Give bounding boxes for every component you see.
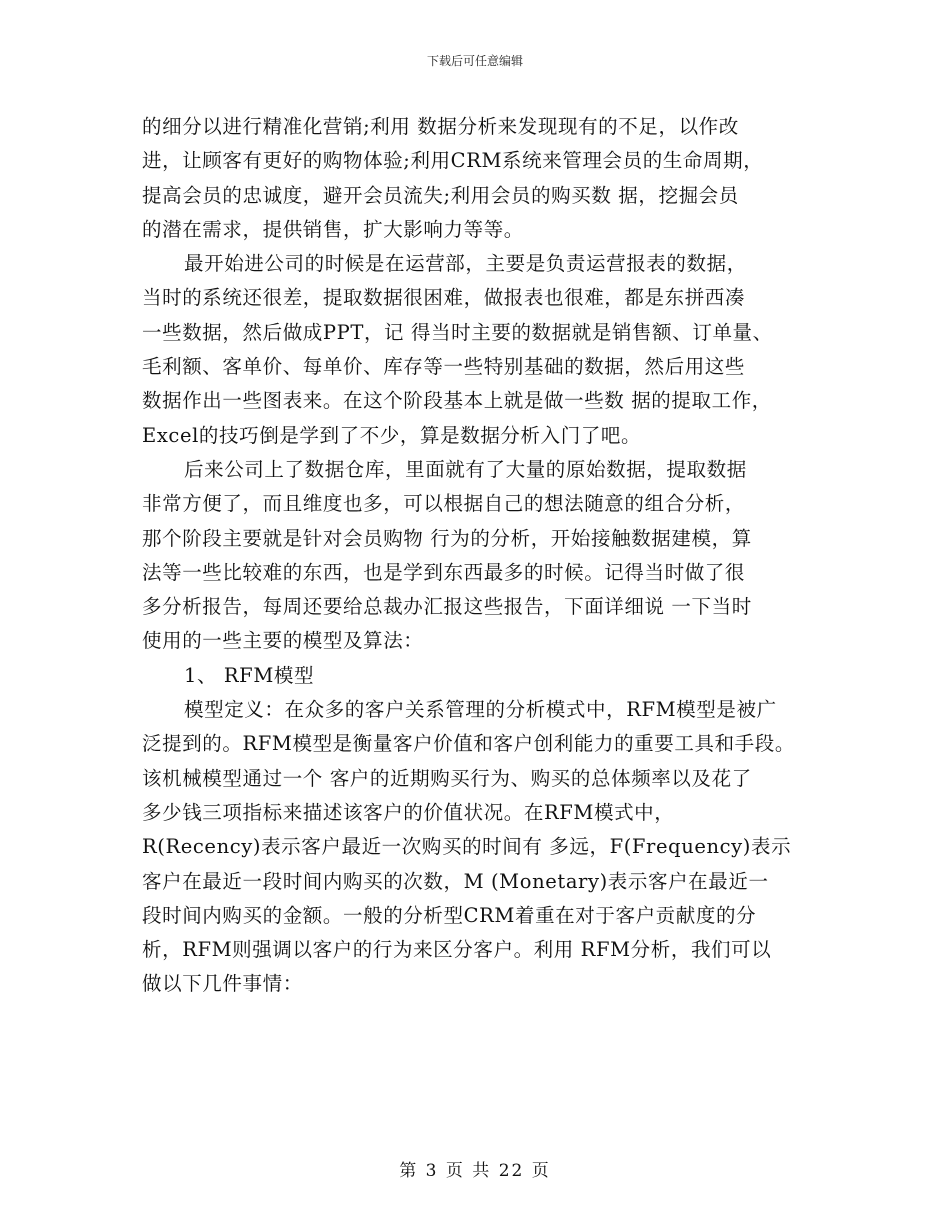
- text-line: 那个阶段主要就是针对会员购物 行为的分析，开始接触数据建模，算: [142, 526, 752, 550]
- text-line: 毛利额、客单价、每单价、库存等一些特别基础的数据，然后用这些: [142, 355, 746, 379]
- text-line: 该机械模型通过一个 客户的近期购买行为、购买的总体频率以及花了: [142, 766, 752, 790]
- text-line: 进，让顾客有更好的购物体验;利用CRM系统来管理会员的生命周期，: [142, 149, 764, 173]
- text-line: 客户在最近一段时间内购买的次数，M (Monetary)表示客户在最近一: [142, 869, 769, 893]
- text-line: 一些数据，然后做成PPT，记 得当时主要的数据就是销售额、订单量、: [142, 320, 773, 344]
- text-line: 1、 RFM模型: [184, 663, 315, 687]
- text-line: 模型定义：在众多的客户关系管理的分析模式中，RFM模型是被广: [184, 698, 777, 722]
- text-line: 最开始进公司的时候是在运营部，主要是负责运营报表的数据，: [184, 252, 747, 276]
- text-line: 做以下几件事情：: [142, 972, 303, 996]
- text-line: 泛提到的。RFM模型是衡量客户价值和客户创利能力的重要工具和手段。: [142, 732, 795, 756]
- text-line: 析，RFM则强调以客户的行为来区分客户。利用 RFM分析，我们可以: [142, 938, 772, 962]
- text-line: R(Recency)表示客户最近一次购买的时间有 多远，F(Frequency)表示: [142, 835, 792, 859]
- page-footer: 第 3 页 共 22 页: [399, 1161, 551, 1181]
- text-line: 当时的系统还很差，提取数据很困难，做报表也很难，都是东拼西凑: [142, 286, 746, 310]
- text-line: 的潜在需求，提供销售，扩大影响力等等。: [142, 217, 524, 241]
- text-line: 后来公司上了数据仓库，里面就有了大量的原始数据，提取数据: [184, 457, 747, 481]
- page-header: 下载后可任意编辑: [426, 54, 523, 68]
- text-line: 多少钱三项指标来描述该客户的价值状况。在RFM模式中，: [142, 800, 675, 824]
- text-line: 段时间内购买的金额。一般的分析型CRM着重在对于客户贡献度的分: [142, 903, 757, 927]
- text-line: 法等一些比较难的东西，也是学到东西最多的时候。记得当时做了很: [142, 560, 746, 584]
- text-line: 多分析报告，每周还要给总裁办汇报这些报告，下面详细说 一下当时: [142, 595, 752, 619]
- document-body: [142, 110, 822, 1002]
- text-line: 非常方便了，而且维度也多，可以根据自己的想法随意的组合分析，: [142, 492, 746, 516]
- text-line: 提高会员的忠诚度，避开会员流失;利用会员的购买数 据，挖掘会员: [142, 183, 739, 207]
- text-line: 使用的一些主要的模型及算法：: [142, 629, 424, 653]
- text-line: 数据作出一些图表来。在这个阶段基本上就是做一些数 据的提取工作，: [142, 389, 772, 413]
- text-line: 的细分以进行精准化营销;利用 数据分析来发现现有的不足，以作改: [142, 115, 739, 138]
- text-line: Excel的技巧倒是学到了不少，算是数据分析入门了吧。: [142, 423, 642, 447]
